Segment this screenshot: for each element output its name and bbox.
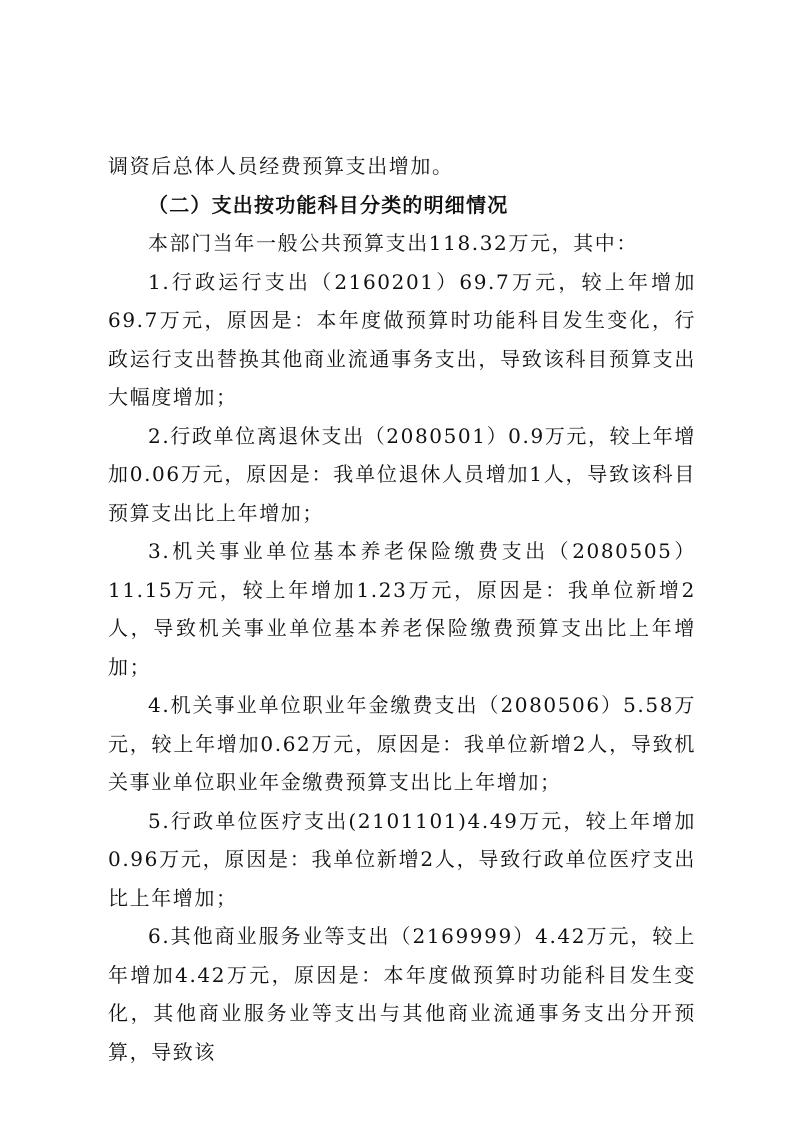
document-body <box>108 147 696 1071</box>
continuation-paragraph: 调资后总体人员经费预算支出增加。 <box>108 154 454 178</box>
item-paragraph-3: 3.机关事业单位基本养老保险缴费支出（2080505）11.15万元，较上年增加1.23万元，原因是：我单位新增2人，导致机关事业单位基本养老保险缴费预算支出比上年增加； <box>108 539 696 679</box>
item-paragraph-4: 4.机关事业单位职业年金缴费支出（2080506）5.58万元，较上年增加0.62万元，原因是：我单位新增2人，导致机关事业单位职业年金缴费预算支出比上年增加； <box>108 693 696 794</box>
item-paragraph-6: 6.其他商业服务业等支出（2169999）4.42万元，较上年增加4.42万元，原因是：本年度做预算时功能科目发生变化，其他商业服务业等支出与其他商业流通事务支出分开预算，导致该 <box>108 924 696 1064</box>
item-paragraph-5: 5.行政单位医疗支出(2101101)4.49万元，较上年增加0.96万元，原因是：我单位新增2人，导致行政单位医疗支出比上年增加； <box>108 808 696 910</box>
item-paragraph-2: 2.行政单位离退休支出（2080501）0.9万元，较上年增加0.06万元，原因是：我单位退休人员增加1人，导致该科目预算支出比上年增加； <box>108 423 696 525</box>
section-heading: （二）支出按功能科目分类的明细情况 <box>148 192 509 217</box>
item-paragraph-1: 1.行政运行支出（2160201）69.7万元，较上年增加69.7万元，原因是：本年度做预算时功能科目发生变化，行政运行支出替换其他商业流通事务支出，导致该科目预算支出大幅度增加； <box>108 269 696 409</box>
intro-paragraph: 本部门当年一般公共预算支出118.32万元，其中： <box>148 231 638 255</box>
